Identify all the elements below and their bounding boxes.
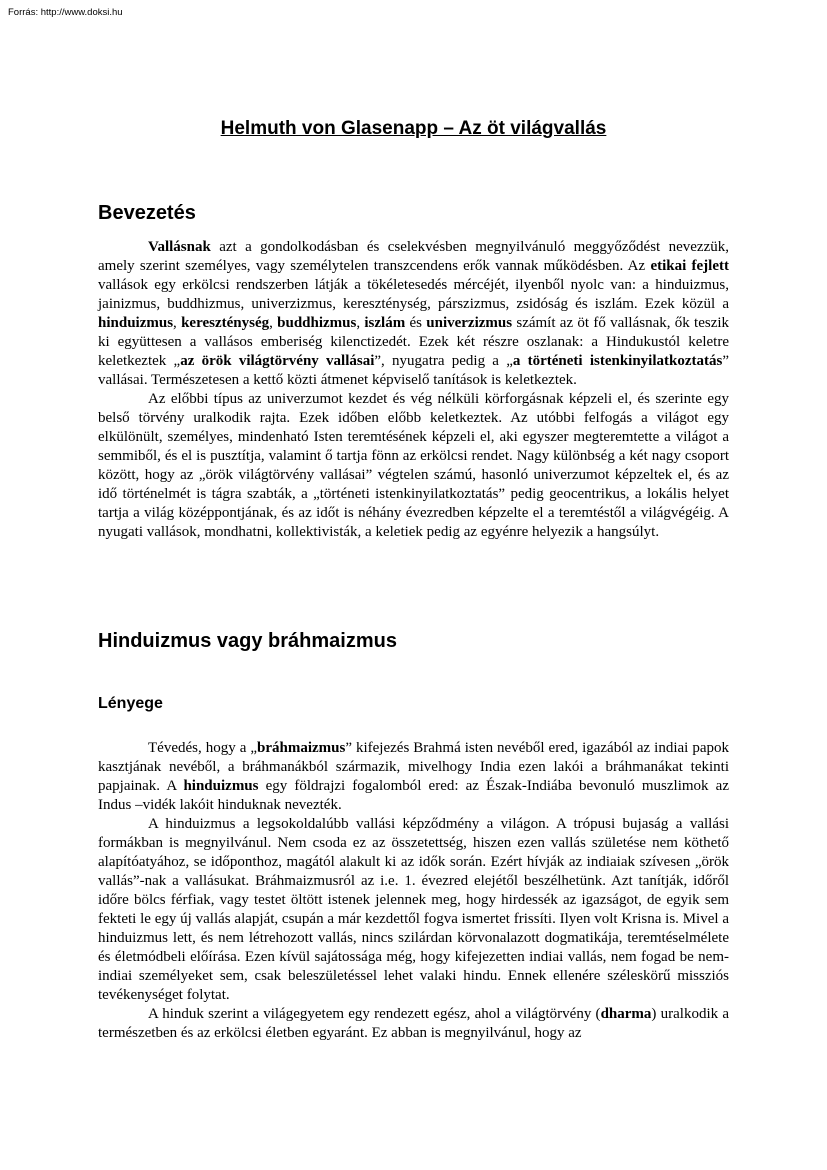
bold-term: univerzizmus <box>426 315 513 331</box>
paragraph: Vallásnak azt a gondolkodásban és cselekvésben megnyilvánuló meggyőződést nevezzük, amely szerint személyes, vagy személytelen transzcendens erők vannak működésben. Az etikai fejlett vallások egy erkölcsi rendszerben látják a tökéletesedés mércéjét, ilyenből nyolc van: a hinduizmus, jainizmus, buddhizmus, univerzizmus, kereszténység, párszizmus, zsidóság és iszlám. Ezek közül a hinduizmus, kereszténység, buddhizmus, iszlám és univerzizmus számít az öt fő vallásnak, ők teszik ki együttesen a vallásos emberiség kilenctizedét. Ezek két részre oszlanak: a Hindukustól keletre keletkeztek „az örök világtörvény vallásai”, nyugatra pedig a „a történeti istenkinyilatkoztatás” vallásai. Természetesen a kettő közti átmenet képviselő tanítások is keletkeztek. <box>98 239 730 388</box>
subsection-heading-lenyege: Lényege <box>98 695 163 712</box>
paragraph: A hinduk szerint a világegyetem egy rendezett egész, ahol a világtörvény (dharma) uralkodik a természetben és az erkölcsi életben egyaránt. Ez abban is megnyilvánul, hogy az <box>98 1006 729 1041</box>
bold-term: hinduizmus <box>98 315 174 331</box>
bold-term: buddhizmus <box>277 315 357 331</box>
bold-term: Vallásnak <box>148 239 211 255</box>
bold-term: az örök világtörvény vallásai <box>180 353 375 369</box>
section-heading-hinduizmus: Hinduizmus vagy bráhmaizmus <box>98 630 397 652</box>
bold-term: etikai fejlett <box>650 258 729 274</box>
section-body-lenyege <box>98 739 729 1043</box>
bold-term: a történeti istenkinyilatkoztatás <box>512 353 723 369</box>
bold-term: hinduizmus <box>183 778 259 794</box>
bold-term: dharma <box>600 1006 652 1022</box>
paragraph: A hinduizmus a legsokoldalúbb vallási képződmény a világon. A trópusi bujaság a vallási formákban is megnyilvánul. Nem csoda ez az összetettség, hiszen ezen vallás születése nem köthető alapítóatyához, se időponthoz, magától alakult ki az idők során. Ezért hívják az indiaiak szívesen „örök vallás”-nak a vallásukat. Bráhmaizmusról az i.e. 1. évezred elejétől beszélhetünk. Azt tanítják, időről időre bölcs férfiak, vagy testet öltött istenek jelennek meg, hogy hirdessék az igazságot, de egyik sem fekteti le egy új vallás alapját, csupán a már kezdettől fogva ismertet frissíti. Ilyen volt Krisna is. Mivel a hinduizmus lett, és nem létrehozott vallás, nincs szilárdan körvonalazott dogmatikája, teremtéselmélete és életmódbeli előírása. Ezen kívül sajátossága még, hogy kifejezetten indiai vallás, nem fogad be nem-indiai személyeket sem, csak beleszületéssel lehet valaki hindu. Ennek ellenére széleskörű missziós tevékenységet folytat. <box>98 816 729 1003</box>
bold-term: kereszténység <box>181 315 270 331</box>
paragraph: Az előbbi típus az univerzumot kezdet és vég nélküli körforgásnak képzeli el, és szerinte egy belső törvény uralkodik rajta. Ezek időben előbb keletkeztek. Az utóbbi felfogás a világot egy elkülönült, személyes, mindenható Isten teremtésének képzeli el, aki egyszer megteremtette a világot a semmiből, és el is pusztítja, valamint ő tartja fönn az erkölcsi rendet. Nagy különbség a két nagy csoport között, hogy az „örök világtörvény vallásai” végtelen számú, hasonló univerzumot képzeltek el, és az idő történelmét is tágra szabták, a „történeti istenkinyilatkoztatás” pedig geocentrikus, a lokális helyet tartja a világ középpontjának, és az időt is néhány évezredben képzelte el a teremtéstől a világvégéig. A nyugati vallások, mondhatni, kollektivisták, a keletiek pedig az egyénre helyezik a hangsúlyt. <box>98 391 729 540</box>
document-title: Helmuth von Glasenapp – Az öt világvallás <box>220 118 607 139</box>
bold-term: bráhmaizmus <box>257 740 346 756</box>
section-body-bevezetes <box>98 238 729 542</box>
paragraph: Tévedés, hogy a „bráhmaizmus” kifejezés Brahmá isten nevéből ered, igazából az indiai papok kasztjának nevéből, a bráhmanákból származik, mivelhogy India ezen lakói a bráhmanákat tekinti papjainak. A hinduizmus egy földrajzi fogalomból ered: az Észak-Indiába bevonuló muszlimok az Indus –vidék lakóit hinduknak nevezték. <box>98 740 729 813</box>
bold-term: iszlám <box>364 315 406 331</box>
section-heading-bevezetes: Bevezetés <box>98 202 196 224</box>
source-line: Forrás: http://www.doksi.hu <box>8 7 123 18</box>
